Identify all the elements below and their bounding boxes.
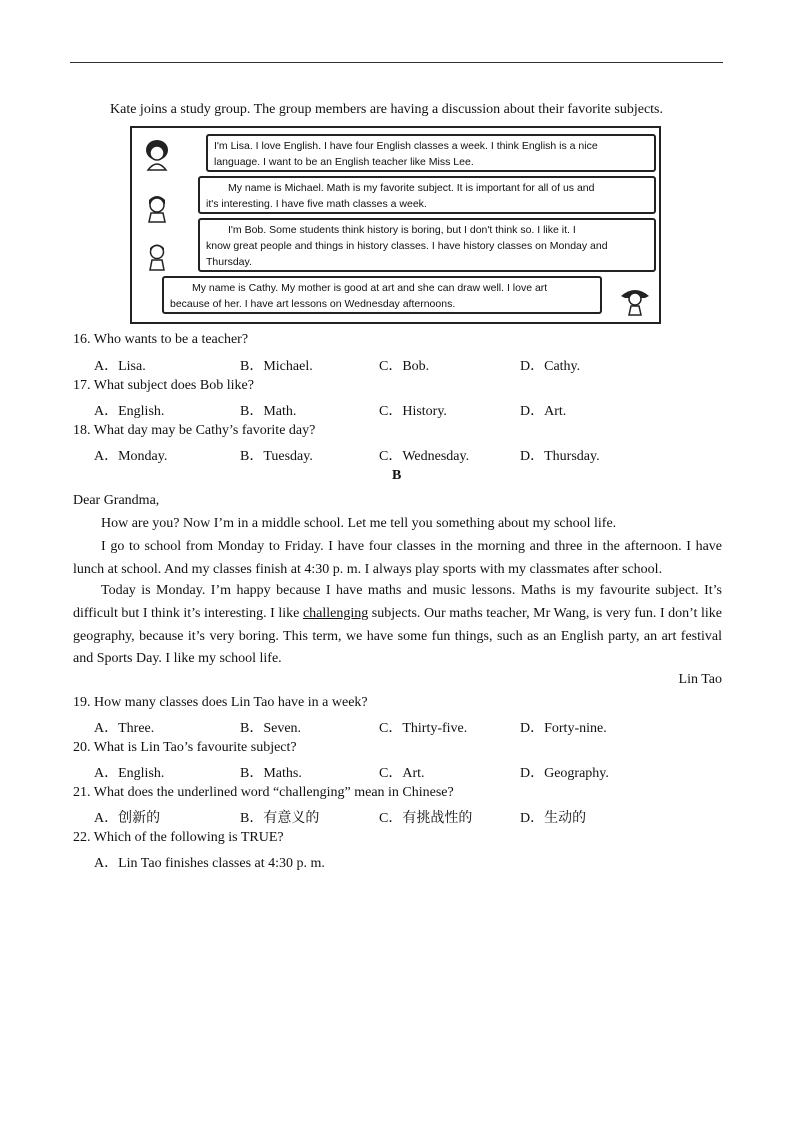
option-a[interactable]: A．Three.: [94, 721, 155, 736]
question-20-options: [94, 762, 734, 782]
bubble-line: know great people and things in history classes. I have history classes on Monday and: [206, 240, 608, 252]
letter-paragraph-1: How are you? Now I’m in a middle school. Let me tell you something about my school life.: [101, 516, 617, 531]
option-a[interactable]: A．Lin Tao finishes classes at 4:30 p. m.: [94, 856, 325, 871]
section-b-heading: B: [392, 468, 402, 483]
question-17-options: [94, 400, 734, 420]
option-b[interactable]: B．Tuesday.: [240, 449, 313, 464]
bubble-line: language. I want to be an English teacher like Miss Lee.: [214, 156, 474, 168]
lisa-speech-bubble: [206, 134, 656, 172]
option-d[interactable]: D．Art.: [520, 404, 567, 419]
cathy-speech-bubble: [162, 276, 602, 314]
passage-intro: Kate joins a study group. The group members are having a discussion about their favorite subjects.: [110, 102, 663, 117]
question-19-options: [94, 717, 734, 737]
bubble-line: it's interesting. I have five math classes a week.: [206, 198, 427, 210]
letter-paragraph-2: I go to school from Monday to Friday. I have four classes in the morning and three in the afternoon. I have lunch at school. And my classes finish at 4:30 p. m. I always play sports with my classmates after school.: [73, 539, 722, 577]
option-a[interactable]: A．Monday.: [94, 449, 168, 464]
bubble-line: My name is Michael. Math is my favorite subject. It is important for all of us and: [228, 182, 595, 194]
paragraph-text: subjects. Our maths teacher, Mr Wang, is very fun. I don’t like geography, because it’s very boring. This term, we have some fun things, such as an English party, an art festival and Sports Day. I like my school life.: [73, 605, 722, 667]
bob-avatar-icon: [140, 238, 174, 272]
question-16-options: [94, 355, 734, 375]
option-a[interactable]: A．创新的: [94, 811, 161, 826]
option-b[interactable]: B．Math.: [240, 404, 297, 419]
lisa-avatar-icon: [140, 138, 174, 172]
question-16: 16. Who wants to be a teacher?: [73, 332, 249, 347]
option-b[interactable]: B．Seven.: [240, 721, 302, 736]
paragraph-text: Today is Monday. I’m happy because I have maths and music lessons. Maths is my favourite subject. It’s difficult but I think it’s interesting. I like: [73, 583, 722, 621]
option-b[interactable]: B．Maths.: [240, 766, 302, 781]
question-18: 18. What day may be Cathy’s favorite day?: [73, 423, 316, 438]
bob-speech-bubble: [198, 218, 656, 272]
option-a[interactable]: A．English.: [94, 404, 165, 419]
letter-signature: Lin Tao: [678, 672, 722, 687]
option-b[interactable]: B．Michael.: [240, 359, 313, 374]
question-18-options: [94, 445, 734, 465]
michael-avatar-icon: [140, 190, 174, 224]
option-d[interactable]: D．Thursday.: [520, 449, 600, 464]
option-a[interactable]: A．Lisa.: [94, 359, 146, 374]
bubble-line: because of her. I have art lessons on Wednesday afternoons.: [170, 298, 456, 310]
option-c[interactable]: C．Art.: [379, 766, 425, 781]
question-21: 21. What does the underlined word “challenging” mean in Chinese?: [73, 785, 454, 800]
letter-greeting: Dear Grandma,: [73, 493, 160, 508]
cathy-avatar-icon: [618, 286, 652, 316]
option-c[interactable]: C．Thirty-five.: [379, 721, 468, 736]
question-22: 22. Which of the following is TRUE?: [73, 830, 284, 845]
option-d[interactable]: D．Cathy.: [520, 359, 581, 374]
question-19: 19. How many classes does Lin Tao have in a week?: [73, 695, 368, 710]
bubble-line: My name is Cathy. My mother is good at art and she can draw well. I love art: [192, 282, 548, 294]
letter-paragraph-3: [73, 580, 722, 671]
question-17: 17. What subject does Bob like?: [73, 378, 254, 393]
option-d[interactable]: D．Geography.: [520, 766, 609, 781]
bubble-line: I'm Lisa. I love English. I have four English classes a week. I think English is a nice: [214, 140, 598, 152]
bubble-line: Thursday.: [206, 256, 252, 268]
option-d[interactable]: D．生动的: [520, 811, 587, 826]
underlined-word: challenging: [302, 605, 369, 621]
option-a[interactable]: A．English.: [94, 766, 165, 781]
header-rule: [70, 62, 723, 63]
option-c[interactable]: C．Bob.: [379, 359, 430, 374]
option-d[interactable]: D．Forty-nine.: [520, 721, 607, 736]
bubble-line: I'm Bob. Some students think history is boring, but I don't think so. I like it. I: [228, 224, 576, 236]
option-c[interactable]: C．History.: [379, 404, 447, 419]
option-c[interactable]: C．有挑战性的: [379, 811, 473, 826]
option-b[interactable]: B．有意义的: [240, 811, 320, 826]
question-20: 20. What is Lin Tao’s favourite subject?: [73, 740, 297, 755]
question-22-options: [94, 852, 734, 872]
discussion-illustration: [130, 126, 661, 324]
option-c[interactable]: C．Wednesday.: [379, 449, 470, 464]
michael-speech-bubble: [198, 176, 656, 214]
question-21-options: [94, 807, 734, 827]
